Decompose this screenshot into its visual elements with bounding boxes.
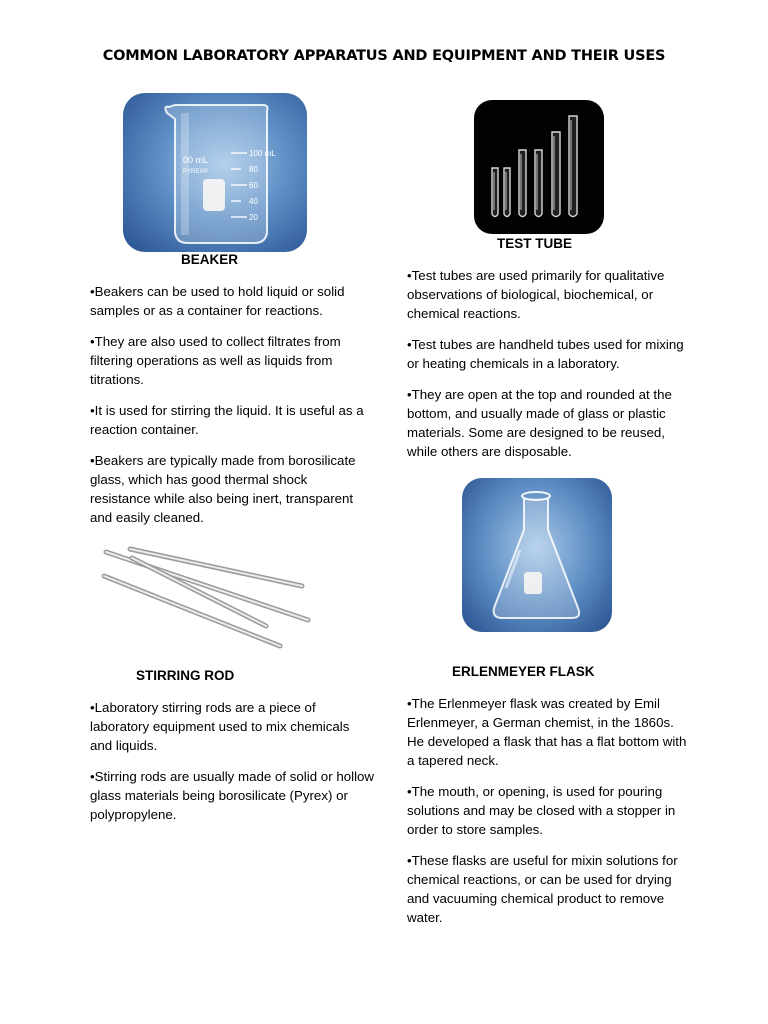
erlenmeyer-flask-photo <box>462 478 612 632</box>
stirring-rods-photo <box>96 540 312 652</box>
paragraph: •They are open at the top and rounded at the bottom, and usually made of glass or plastic materials. Some are designed to be reused, while others are disposable. <box>407 387 672 459</box>
beaker-mark: 40 <box>249 197 258 206</box>
paragraph: •They are also used to collect filtrates from filtering operations as well as liquids from titrations. <box>90 334 341 387</box>
test-tubes-photo <box>474 100 604 234</box>
stirring-rods-icon <box>96 540 312 652</box>
paragraph: •Laboratory stirring rods are a piece of laboratory equipment used to mix chemicals and liquids. <box>90 700 350 753</box>
erlenmeyer-text <box>407 694 687 939</box>
paragraph: •Stirring rods are usually made of solid or hollow glass materials being borosilicate (Pyrex) or polypropylene. <box>90 769 375 822</box>
beaker-label-brand: PYREX® <box>183 169 208 175</box>
stirring-rod-heading: STIRRING ROD <box>136 668 235 683</box>
beaker-heading: BEAKER <box>181 252 239 267</box>
beaker-mark: 20 <box>249 213 258 222</box>
paragraph: •The mouth, or opening, is used for pouring solutions and may be closed with a stopper in order to store samples. <box>407 784 676 837</box>
erlenmeyer-heading: ERLENMEYER FLASK <box>452 664 595 679</box>
flask-icon <box>462 478 612 632</box>
test-tube-text <box>407 266 687 473</box>
paragraph: •The Erlenmeyer flask was created by Emil Erlenmeyer, a German chemist, in the 1860s. He developed a flask that has a flat bottom with a tapered neck. <box>407 696 687 768</box>
beaker-label-volume: 00 mL <box>183 155 209 165</box>
paragraph: •These flasks are useful for mixin solutions for chemical reactions, or can be used for drying and vacuuming chemical product to remove water. <box>407 853 678 925</box>
paragraph: •Test tubes are used primarily for qualitative observations of biological, biochemical, or chemical reactions. <box>407 268 665 321</box>
paragraph: •Beakers are typically made from borosilicate glass, which has good thermal shock resistance while also being inert, transparent and easily cleaned. <box>90 453 356 525</box>
stirring-rod-text <box>90 698 375 836</box>
test-tubes-icon <box>474 100 604 234</box>
beaker-text <box>90 282 370 539</box>
beaker-icon <box>123 93 307 252</box>
beaker-mark: 80 <box>249 165 258 174</box>
beaker-mark: 100 mL <box>249 149 276 158</box>
beaker-mark: 60 <box>249 181 258 190</box>
test-tube-heading: TEST TUBE <box>497 236 573 251</box>
page-title: COMMON LABORATORY APPARATUS AND EQUIPMENT AND THEIR USES <box>102 48 666 64</box>
paragraph: •Beakers can be used to hold liquid or solid samples or as a container for reactions. <box>90 284 345 318</box>
beaker-photo <box>123 93 307 252</box>
paragraph: •Test tubes are handheld tubes used for mixing or heating chemicals in a laboratory. <box>407 337 684 371</box>
paragraph: •It is used for stirring the liquid. It is useful as a reaction container. <box>90 403 364 437</box>
